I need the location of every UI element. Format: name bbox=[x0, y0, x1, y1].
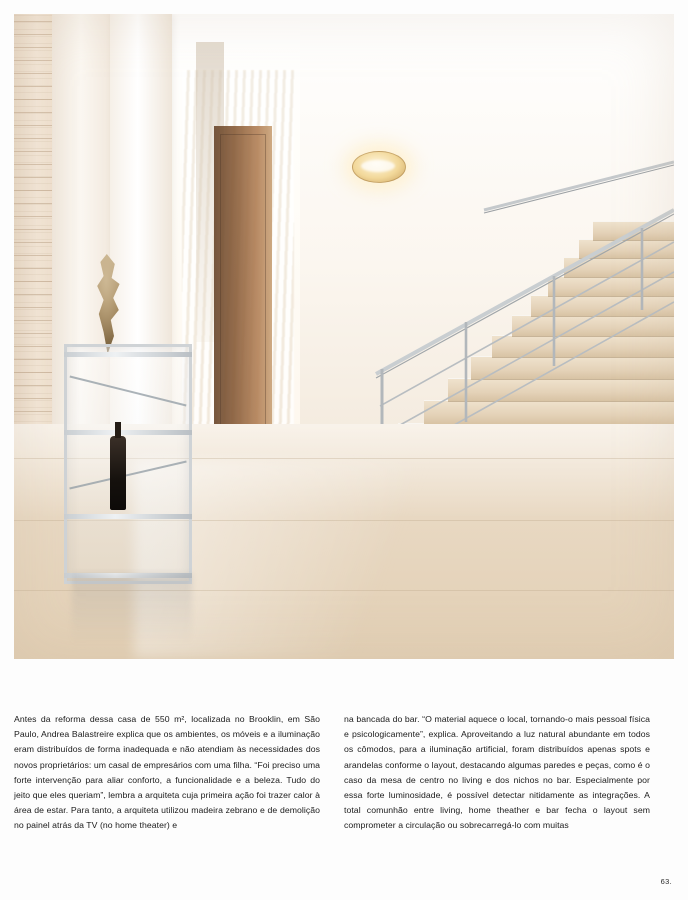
glass-bar-cart bbox=[64, 344, 192, 584]
interior-photograph bbox=[14, 14, 674, 659]
page-number: 63. bbox=[660, 877, 672, 886]
text-column-left bbox=[14, 712, 320, 834]
bottle bbox=[110, 436, 126, 510]
text-column-right bbox=[344, 712, 650, 834]
article-body bbox=[14, 712, 674, 834]
wooden-door bbox=[214, 126, 272, 456]
ceiling-light-icon bbox=[352, 151, 406, 183]
cart-floor-reflection bbox=[72, 574, 192, 644]
paragraph-right: na bancada do bar. “O material aquece o local, tornando-o mais pessoal física e psicologicamente”, explica. Aproveitando a luz natural abundante em todos os cômodos, para a iluminação artificial, foram distribuídos apenas spots e arandelas conforme o layout, destacando algumas paredes e peças, como é o caso da mesa de centro no living e dos nichos no bar. Especialmente por essa forte luminosidade, é possível detectar nitidamente as integrações. A total comunhão entre living, home theather e bar fecha o layout sem comprometer a circulação ou sobrecarregá-lo com muitas bbox=[344, 714, 650, 831]
floor-reflection bbox=[134, 459, 554, 659]
paragraph-left: Antes da reforma dessa casa de 550 m², localizada no Brooklin, em São Paulo, Andrea Balastreire explica que os ambientes, os móveis e a iluminação eram distribuídos de forma inadequada e não atendiam às necessidades dos novos proprietários: um casal de empresários com uma filha. “Foi preciso uma forte intervenção para aliar conforto, a funcionalidade e a beleza. Tudo do jeito que eles queriam”, lembra a arquiteta cuja primeira ação foi trazer calor à área de estar. Para tanto, a arquiteta utilizou madeira zebrano e de demolição no painel atrás da TV (no home theater) e bbox=[14, 714, 320, 831]
